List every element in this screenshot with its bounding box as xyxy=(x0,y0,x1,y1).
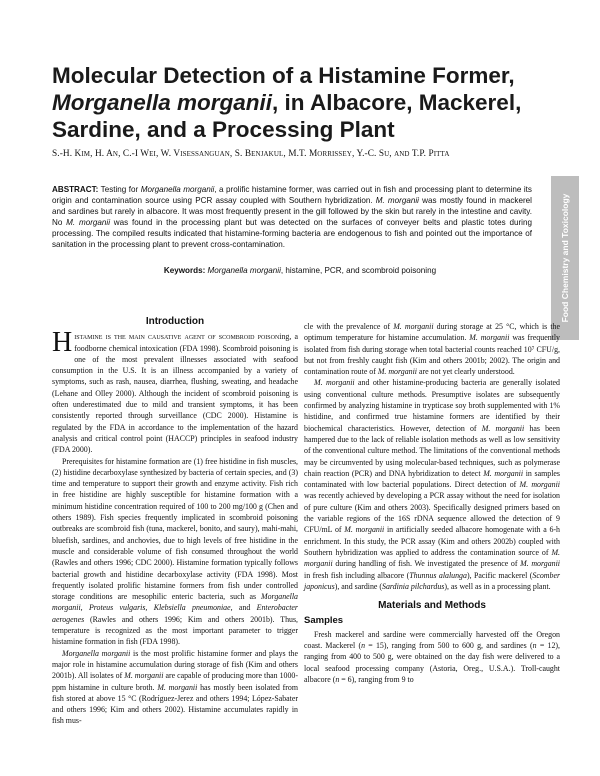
body-text: has been hampered due to the lack of reliable isolation methods as well as low sensitivity of the conventional culture method. The limitations of the conventional methods may be circumvented by using molecular-based techniques, such as polymerase chain reaction (PCR) and DNA hybridization to detect xyxy=(304,423,560,478)
intro-text: are capable of producing more than 1000-ppm histamine in culture broth. xyxy=(52,671,298,692)
variable-n: n xyxy=(361,641,366,651)
variable-n: n xyxy=(532,641,537,651)
body-text: during storage at 25 °C, which is the optimum temperature for histamine accumulation. xyxy=(304,322,560,343)
introduction-heading: Introduction xyxy=(145,316,205,327)
species-name: M. morganii xyxy=(304,547,560,569)
species-name: Sardinia pilchardus xyxy=(382,581,445,591)
left-column xyxy=(52,316,298,727)
intro-paragraph-2 xyxy=(52,456,298,648)
body-text: was frequently isolated from fish during storage when total bacterial counts reached 10⁷ CFU/g, but not from freshly caught fish (Kim and others 2001b; 2002). The origin and contamination route of xyxy=(304,333,560,377)
title-line-1: Molecular Detection of a Histamine Former, xyxy=(52,63,515,88)
author-list: S.-H. Kim, H. An, C.-I Wei, W. Visessanguan, S. Benjakul, M.T. Morrissey, Y.-C. Su, and T.P. Pitta xyxy=(52,149,450,159)
species-name: M. morganii xyxy=(481,423,525,433)
body-text: in samples contaminated with low bacterial populations. Direct detection of xyxy=(304,468,560,490)
body-text: during handling of fish. We investigated the presence of xyxy=(332,559,521,569)
abstract-text: , a prolific histamine former, was carried out in fish and processing plant to determine its origin and contamination source using PCR assay coupled with Southern hybridization. xyxy=(52,185,532,206)
species-name: Morganella morganii xyxy=(62,648,131,658)
intro-text: is the most prolific histamine former and plays the major role in histamine accumulation during storage of fish (Kim and others 2001b). All isolates of xyxy=(52,648,298,681)
intro-text: (Rawles and others 1996; Kim and others 2001b). Thus, temperature is recognized as the most important parameter to trigger histamine formation in fish (FDA 1998). xyxy=(52,614,298,647)
intro-text: ing, a foodborne chemical intoxication (FDA 1998). Scombroid poisoning is one of the most prevalent illnesses associated with seafood consumption in the U.S. It is an illness accompanied by a variety of symptoms, such as rash, nausea, diarrhea, flushing, sweating, and headache (Lehane and Olley 2000). Although the incident of scombroid poisoning is often underestimated due to mild and transient symptoms, it has been consistently reported through surveillance (CDC 2000). Histamine is regulated by the FDA in accordance to the implementation of the hazard analysis and critical control point (HACCP) principles in seafood industry (FDA 2000). xyxy=(52,332,299,455)
paper-title xyxy=(52,62,532,143)
species-name: Enterobacter aerogenes xyxy=(52,603,298,624)
abstract-text: was found in the processing plant but was detected on the surfaces of conveyer belts and plastic totes during processing. The compiled results indicated that histamine-forming bacteria are endogenous to fish and pointed out the importance of sanitation in the processing plant to prevent cross-contamination. xyxy=(52,218,532,250)
title-line-3: Sardine, and a Processing Plant xyxy=(52,117,395,142)
body-text: = 6), ranging from 9 to xyxy=(339,674,414,684)
variable-n: n xyxy=(335,674,340,684)
keyword-species: Morganella morganii xyxy=(207,266,281,275)
species-name: M. morganii xyxy=(124,671,164,681)
species-name: M. morganii xyxy=(377,367,418,377)
body-text: ), and sardine ( xyxy=(334,581,383,591)
body-text: and other histamine-producing bacteria are generally isolated using conventional culture methods. Presumptive isolates are subsequently confirmed by analyzing histamine in trypticase soy broth supplemented with 1% histidine, and confirmed true histamine formers are identified by their biochemical characteristics. However, detection of xyxy=(304,378,560,433)
species-name: M. morganii xyxy=(393,322,434,331)
body-text: ), Pacific mackerel ( xyxy=(466,570,533,580)
intro-text: and xyxy=(232,603,257,613)
keywords-label: Keywords: xyxy=(163,266,206,275)
side-tab-label: Food Chemistry and Toxicology xyxy=(560,193,570,323)
right-paragraph-2 xyxy=(304,377,560,592)
body-text: Fresh mackerel and sardine were commercially harvested off the Oregon coast. Mackerel ( xyxy=(304,629,560,651)
species-name: M. morganii xyxy=(520,559,560,569)
intro-paragraph-3 xyxy=(52,648,298,727)
species-name: Scomber japonicus xyxy=(304,570,561,591)
intro-text: has mostly been isolated from fish stored at above 15 °C (Rodríguez-Jerez and others 1994; López-Sabater and others 1996; Kim and others 2002). Histamine accumulates rapidly in fish mus- xyxy=(52,682,298,726)
drop-cap: H xyxy=(52,327,73,359)
abstract-species: Morganella morganii xyxy=(140,185,215,194)
keywords xyxy=(0,266,600,275)
species-name: M. morganii xyxy=(314,378,355,388)
body-text: in fresh fish including albacore ( xyxy=(304,570,410,580)
title-species: Morganella morganii xyxy=(52,90,273,115)
section-side-tab xyxy=(551,176,579,340)
samples-paragraph xyxy=(304,629,560,685)
body-text: = 15), ranging from 500 to 600 g, and sardines ( xyxy=(365,641,533,651)
body-text: was recently achieved by developing a PCR assay without the need for isolation of pure culture (Kim and others 2003). Specifically designed primers based on the variable regions of the 16S rDNA sequence allowed the detection of 9 CFU/mL of xyxy=(304,491,560,535)
samples-heading: Samples xyxy=(304,615,344,627)
abstract-text: Testing for xyxy=(98,185,141,194)
body-text: = 12), ranging from 400 to 500 g, were obtained on the day fish were delivered to a local seafood processing company (Astoria, Oreg., U.S.A.). Troll-caught albacore ( xyxy=(304,641,560,684)
species-name: M. morganii xyxy=(519,480,560,490)
species-name: M. morganii xyxy=(157,682,198,692)
species-name: M. morganii xyxy=(469,333,510,343)
intro-smallcaps: istamine is the main causative agent of scombroid poison xyxy=(74,332,280,342)
abstract-text: was mostly found in mackerel and sardines but rarely in albacore. It was most frequently present in the gill followed by the skin but rarely in the intestine and cavity. No xyxy=(52,196,532,228)
materials-methods-heading: Materials and Methods xyxy=(378,600,486,612)
species-name: M. morganii xyxy=(483,468,524,478)
body-text: are not yet clearly understood. xyxy=(417,367,515,377)
keywords-text: , histamine, PCR, and scombroid poisoning xyxy=(280,266,437,275)
species-name: M. morganii xyxy=(344,525,385,535)
abstract-label: ABSTRACT: xyxy=(52,185,99,194)
body-text: ), as well as in a processing plant. xyxy=(444,581,551,591)
body-text: cle with the prevalence of xyxy=(304,322,394,331)
abstract-species: M. morganii xyxy=(375,196,419,206)
abstract-species: M. morganii xyxy=(66,218,110,228)
right-column xyxy=(304,321,560,685)
body-text: in artificially seeded albacore homogenate with a 6-h enrichment. In this study, the PCR assay (Kim and others 2002b) coupled with Southern hybridization was applied to address the contamination source of xyxy=(304,525,560,557)
right-paragraph-1 xyxy=(304,321,560,377)
intro-text: Prerequisites for histamine formation are (1) free histidine in fish muscles, (2) histidine decarboxylase synthesized by bacteria of certain species, and (3) time and temperature to support their growth and enzyme activity. Fish rich in free histidine are highly susceptible for histamine formation with a minimum histidine concentration required of 100 to 200 mg/100 g (Chen and others 1989). Fish species frequently implicated in scombroid poisoning outbreaks are scombroid fish (tuna, mackerel, bonito, and saury), mahi-mahi, bluefish, sardines, and anchovies, due to high levels of free histidine in the muscle and considerable volume of fish consumed throughout the world (Rawles and others 1996; CDC 2000). Histamine formation typically follows bacterial growth and histidine decarboxylase activity (FDA 1998). Most frequently isolated prolific histamine formers from fish under controlled storage conditions are mesophilic enteric bacteria, such as xyxy=(52,456,298,602)
species-name: Thunnus alalunga xyxy=(409,570,467,580)
intro-paragraph-1 xyxy=(52,327,299,455)
species-names: Morganella morganii, Proteus vulgaris, Klebsiella pneumoniae, xyxy=(52,592,298,613)
title-line-2: , in Albacore, Mackerel, xyxy=(272,90,522,115)
abstract xyxy=(52,184,532,250)
